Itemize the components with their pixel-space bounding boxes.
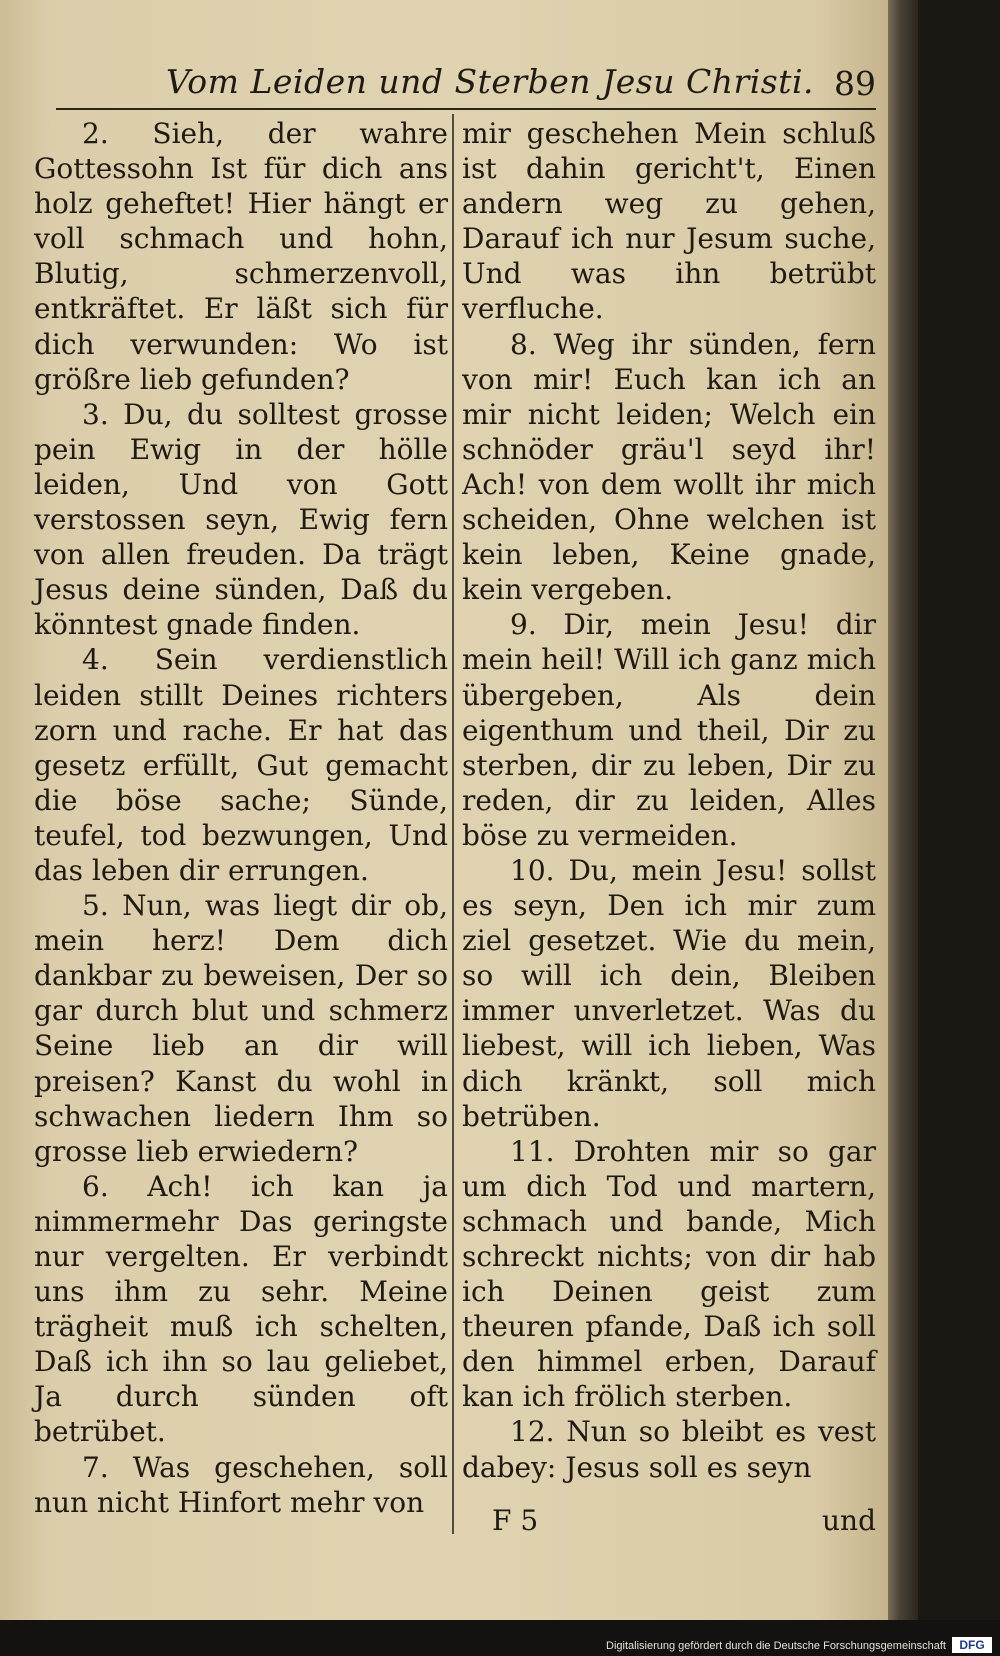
dfg-logo: DFG	[952, 1637, 992, 1653]
stanza-5: 5. Nun, was liegt dir ob, mein herz! Dem dich dankbar zu beweisen, Der so gar durch blut und schmerz Seine lieb an dir will preisen? Kanst du wohl in schwachen liedern Ihm so grosse lieb erwiedern?	[34, 889, 448, 1168]
right-column	[462, 116, 876, 1485]
stanza-3: 3. Du, du solltest grosse pein Ewig in der hölle leiden, Und von Gott verstossen seyn, Ewig fern von allen freuden. Da trägt Jesus deine sünden, Daß du könntest gnade finden.	[34, 397, 448, 642]
stanza-11: 11. Drohten mir so gar um dich Tod und martern, schmach und bande, Mich schreckt nichts; von dir hab ich Deinen geist zum theuren pfande, Daß ich soll den himmel erben, Darauf kan ich frölich sterben.	[462, 1134, 876, 1414]
page-number: 89	[834, 64, 876, 103]
header-rule	[56, 108, 876, 110]
stanza-2: 2. Sieh, der wahre Gottessohn Ist für dich ans holz geheftet! Hier hängt er voll schmach und hohn, Blutig, schmerzenvoll, entkräftet. Er läßt sich für dich verwunden: Wo ist größre lieb gefunden?	[34, 117, 448, 396]
stanza-7-start: 7. Was geschehen, soll nun nicht Hinfort mehr von	[34, 1450, 448, 1519]
column-divider	[452, 114, 454, 1534]
running-title: Vom Leiden und Sterben Jesu Christi.	[166, 62, 815, 101]
left-column	[34, 116, 448, 1520]
stanza-10: 10. Du, mein Jesu! sollst es seyn, Den ich mir zum ziel gesetzet. Wie du mein, so will ich dein, Bleiben immer unverletzet. Was du liebest, will ich lieben, Was dich kränkt, soll mich betrüben.	[462, 853, 876, 1133]
page-header	[56, 58, 876, 108]
stanza-4: 4. Sein verdienstlich leiden stillt Deines richters zorn und rache. Er hat das gesetz erfüllt, Gut gemacht die böse sache; Sünde, teufel, tod bezwungen, Und das leben dir errungen.	[34, 643, 448, 887]
scan-credit-text: Digitalisierung gefördert durch die Deutsche Forschungsgemeinschaft	[606, 1640, 946, 1652]
stanza-12-start: 12. Nun so bleibt es vest dabey: Jesus soll es seyn	[462, 1415, 876, 1484]
signature-line	[462, 1504, 876, 1540]
catchword: und	[822, 1504, 876, 1537]
stanza-6: 6. Ach! ich kan ja nimmermehr Das geringste nur vergelten. Er verbindt uns ihm zu sehr. Meine trägheit muß ich schelten, Daß ich ihn so lau geliebet, Ja durch sünden oft betrübet.	[34, 1169, 448, 1449]
stanza-7-continued: mir geschehen Mein schluß ist dahin gericht't, Einen andern weg zu gehen, Darauf ich nur Jesum suche, Und was ihn betrübt verfluche.	[462, 117, 876, 326]
signature-mark: F 5	[492, 1504, 539, 1537]
stanza-9: 9. Dir, mein Jesu! dir mein heil! Will ich ganz mich übergeben, Als dein eigenthum und theil, Dir zu sterben, dir zu leben, Dir zu reden, dir zu leiden, Alles böse zu vermeiden.	[462, 608, 876, 852]
book-edge	[888, 0, 918, 1620]
stanza-8: 8. Weg ihr sünden, fern von mir! Euch kan ich an mir nicht leiden; Welch ein schnöder gräu'l seyd ihr! Ach! von dem wollt ihr mich scheiden, Ohne welchen ist kein leben, Keine gnade, kein vergeben.	[462, 327, 876, 607]
